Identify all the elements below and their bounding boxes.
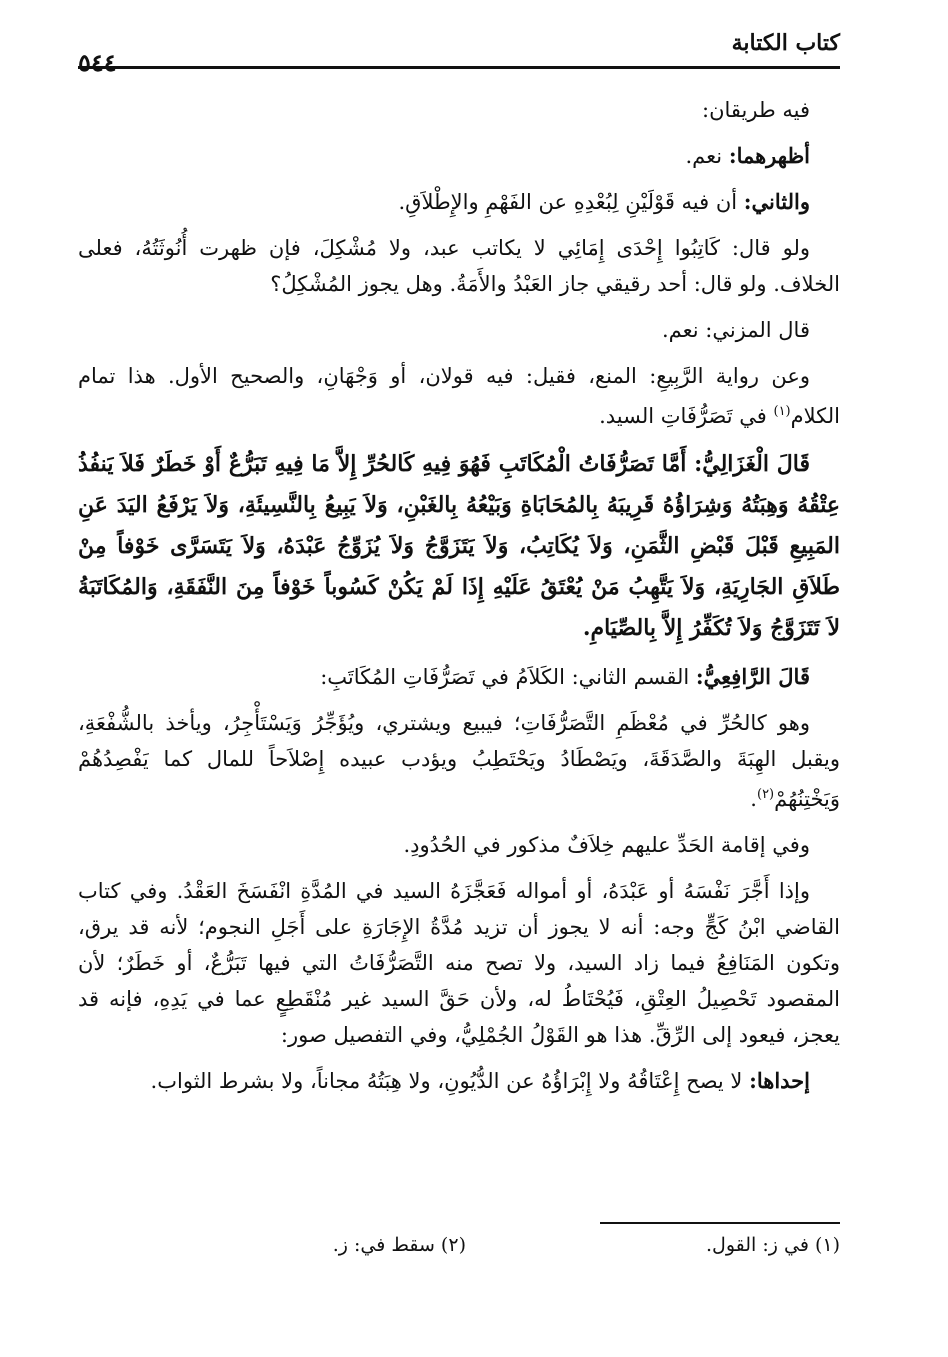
paragraph-text: لا يصح إِعْتَاقُهُ ولا إِبْرَاؤُهُ عن الدُّيُونِ، ولا هِبَتُهُ مجاناً، ولا بشرط الثواب. <box>150 1069 750 1093</box>
paragraph-text: قال المزني: نعم. <box>661 318 810 342</box>
rafii-heading <box>78 659 840 695</box>
paragraph-text-tail: في تَصَرُّفَاتِ السيد. <box>599 404 774 428</box>
footnote-2: (٢) سقط في: ز. <box>332 1234 466 1256</box>
paragraph-text: وإذا أَجَّرَ نَفْسَهُ أو عَبْدَهُ، أو أمواله فَعَجَّزَهُ السيد في المُدَّةِ انْفَسَخَ العَقْدُ. وفي كتاب القاضي ابْنُ كَجٍّ وجه: أنه لا يجوز أن تزيد مُدَّةُ الإِجَارَةِ على أَجَلِ النجوم؛ لأنه قد يرق، وتكون المَنَافِعُ فيما زاد السيد، ولا تصح منه التَّصَرُّفَاتُ التي فيها تَبَرُّعٌ، أو خَطَرٌ؛ لأن المقصود تَحْصِيلُ العِتْقِ، فَيُحْتَاطُ له، ولأن حَقَّ السيد غير مُنْقَطِعٍ عما في يَدِهِ، فإنه قد يعجز، فيعود إلى الرِّقِّ. هذا هو القَوْلُ الجُمْلِيُّ، وفي التفصيل صور: <box>78 879 840 1047</box>
paragraph <box>78 92 840 128</box>
paragraph-text-tail: . <box>750 787 757 811</box>
paragraph <box>78 184 840 220</box>
ghazali-quote <box>78 444 840 649</box>
footnotes <box>78 1222 840 1256</box>
paragraph-text: وعن رواية الرَّبِيعِ: المنع، فقيل: فيه قولان، أو وَجْهَانِ، والصحيح الأول. هذا تمام الكلام <box>78 364 840 428</box>
paragraph-lead: والثاني: <box>743 189 810 214</box>
paragraph-text: أن فيه قَوْلَيْنِ لِبُعْدِهِ عن الفَهْمِ والإِطْلاَقِ. <box>398 190 744 214</box>
ghazali-text: قَالَ الْغَزَالِيُّ: أَمَّا تَصَرُّفَاتُ الْمُكَاتَبِ فَهُوَ فِيهِ كَالحُرِّ إِلاَّ مَا فِيهِ تَبَرُّعٌ أَوْ خَطَرٌ فَلاَ يَنفُذُ عِتْقُهُ وَهِبَتُهُ وَشِرَاؤُهُ قَرِيبَهُ بِالمُحَابَاةِ وَبَيْعُهُ بِالغَبْنِ، وَلاَ يَبِيعُ بِالنَّسِيئَةِ، وَلاَ يَرْفَعُ اليَدَ عَنِ المَبِيعِ قَبْلَ قَبْضِ الثَّمَنِ، وَلاَ يُكَاتِبُ، وَلاَ يَتَزَوَّجُ وَلاَ يُزَوِّجُ عَبْدَهُ، وَلاَ يَتَسَرَّى خَوْفاً مِنْ طَلاَقِ الجَارِيَةِ، وَلاَ يَتَّهِبُ مَنْ يُعْتَقُ عَلَيْهِ إِذَا لَمْ يَكُنْ كَسُوباً خَوْفاً مِنَ النَّفَقَةِ، وَالمُكَاتَبَةُ لاَ تَتَزَوَّجُ وَلاَ تُكَفِّرُ إِلاَّ بِالصِّيَامِ. <box>78 451 840 641</box>
paragraph-text: وفي إقامة الحَدِّ عليهم خِلاَفٌ مذكور في الحُدُودِ. <box>403 833 810 857</box>
paragraph <box>78 1063 840 1099</box>
running-title: كتاب الكتابة <box>731 30 840 56</box>
footnote-row <box>78 1234 840 1256</box>
paragraph-lead: إحداها: <box>749 1068 810 1093</box>
footnote-divider <box>600 1222 840 1224</box>
rafii-lead: قَالَ الرَّافِعِيُّ: <box>695 664 810 689</box>
paragraph <box>78 873 840 1053</box>
paragraph <box>78 358 840 434</box>
paragraph <box>78 138 840 174</box>
footnote-marker: (١) <box>773 404 791 419</box>
paragraph-lead: أظهرهما: <box>728 143 810 168</box>
paragraph <box>78 827 840 863</box>
paragraph-text: نعم. <box>685 144 729 168</box>
footnote-marker: (٢) <box>756 787 775 802</box>
body-text <box>78 92 840 1109</box>
page-number: ٥٤٤ <box>78 48 117 77</box>
paragraph <box>78 230 840 302</box>
paragraph <box>78 705 840 817</box>
footnote-1: (١) في ز: القول. <box>705 1234 840 1256</box>
paragraph-text: وهو كالحُرِّ في مُعْظَمِ التَّصَرُّفَاتِ؛ فيبيع ويشتري، ويُؤَجِّرُ وَيَسْتَأْجِرُ، ويأخذ بالشُّفْعَةِ، ويقبل الهِبَةَ والصَّدَقَةَ، ويَصْطَادُ ويَحْتَطِبُ ويؤدب عبيده إِصْلاَحاً للمال كما يَفْصِدُهُمْ وَيَخْتِنُهُمْ <box>78 711 840 811</box>
paragraph <box>78 312 840 348</box>
rafii-text: القسم الثاني: الكَلاَمُ في تَصَرُّفَاتِ المُكَاتَبِ: <box>320 665 696 689</box>
paragraph-text: ولو قال: كَاتِبُوا إِحْدَى إِمَائِي لا يكاتب عبد، ولا مُشْكِلَ، فإن ظهرت أُنُوثَتُهُ، فعلى الخلاف. ولو قال: أحد رقيقي جاز العَبْدُ والأَمَةُ. وهل يجوز المُشْكِلُ؟ <box>78 236 840 296</box>
paragraph-text: فيه طريقان: <box>702 98 810 122</box>
page-header <box>78 22 840 77</box>
